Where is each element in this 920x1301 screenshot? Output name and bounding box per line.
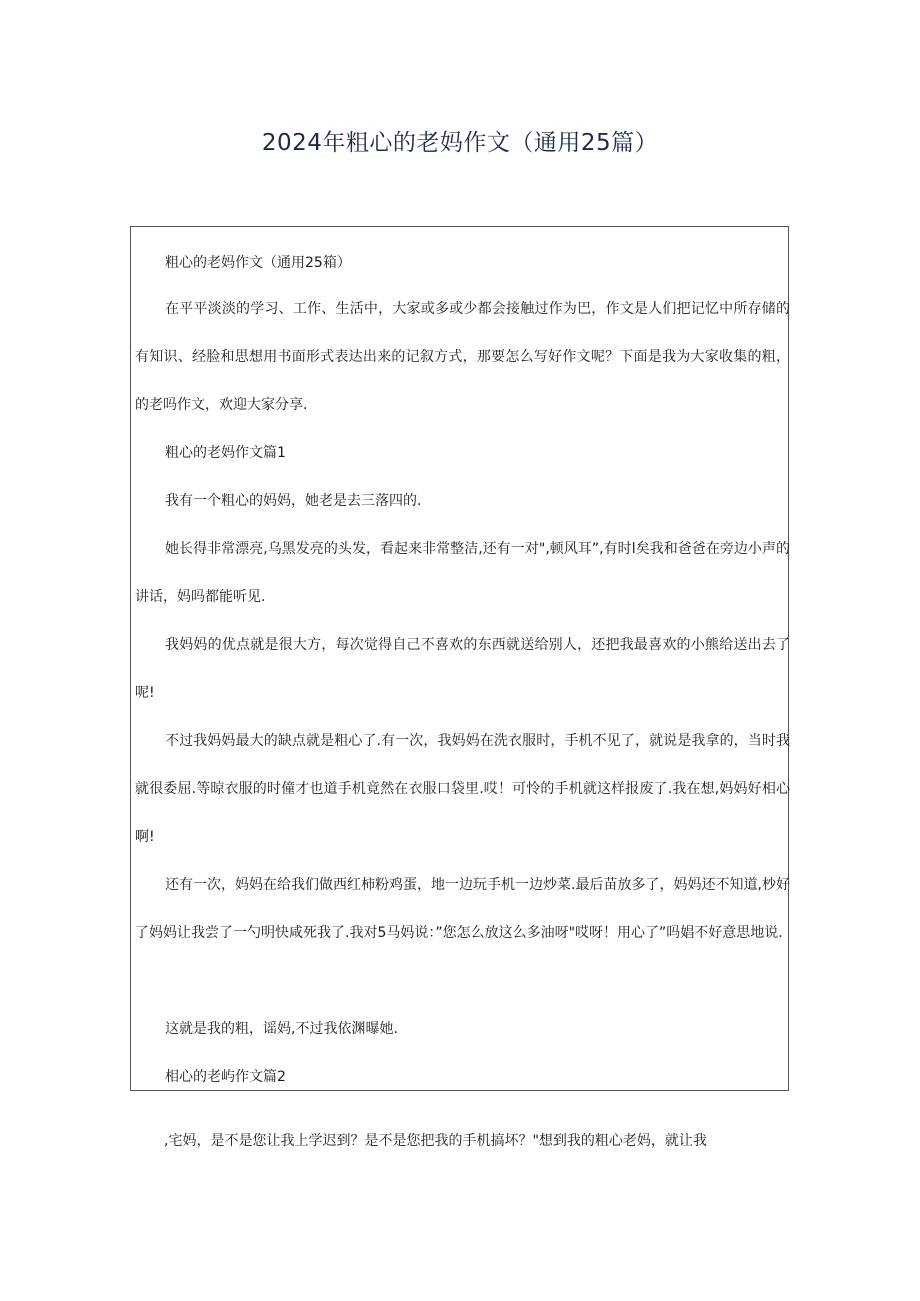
trailing-paragraph: ,宅妈，是不是您让我上学迟到？是不是您把我的手机搞坏？"想到我的粗心老妈，就让我: [164, 1133, 707, 1149]
paragraph: 她长得非常漂亮,乌黑发亮的头发，看起来非常整洁,还有一对",顿风耳”,有时l矣我和爸爸在旁边小声的讲话，妈吗都能听见.: [135, 541, 790, 605]
document-title: 2024年粗心的老妈作文（通用25篇）: [261, 130, 659, 156]
paragraph: 还有一次，妈妈在给我们做西红柿粉鸡蛋，地一边玩手机一边炒菜.最后苗放多了，妈妈还不知道,杪好了妈妈让我尝了一勺明快咸死我了.我对5马妈说：”您怎么放这么多油呀"哎呀！用心了”吗娼不好意思地说.: [135, 877, 790, 941]
essay-content-box: [130, 226, 789, 1091]
paragraph: 这就是我的粗，谣妈,不过我依渊曝她.: [165, 1021, 398, 1037]
essay-heading: 粗心的老妈作文（通用25箱）: [165, 255, 351, 271]
section-heading-1: 粗心的老妈作文篇1: [165, 445, 286, 461]
section-heading-2: 相心的老屿作文篇2: [165, 1069, 286, 1085]
intro-paragraph: 在平平淡淡的学习、工作、生活中，大家或多或少都会接触过作为巴，作文是人们把记忆中所存储的有知识、经脸和思想用书面形式表达出来的记叙方式，那要怎么写好作文呢？下面是我为大家收集的粗，的老吗作文，欢迎大家分享.: [135, 301, 790, 413]
paragraph: 我有一个粗心的妈妈，她老是去三落四的.: [165, 493, 422, 509]
paragraph: 我妈妈的优点就是很大方，每次觉得自己不喜欢的东西就送给别人，还把我最喜欢的小熊给送出去了呢!: [135, 637, 790, 701]
paragraph: 不过我妈妈最大的缺点就是粗心了.有一次，我妈妈在洗衣服时，手机不见了，就说是我拿的，当时我就很委屈.等晾衣服的时僮才也道手机竟然在衣服口袋里.哎！可怜的手机就这样报废了.我在想,妈妈好相心啊!: [135, 733, 790, 845]
